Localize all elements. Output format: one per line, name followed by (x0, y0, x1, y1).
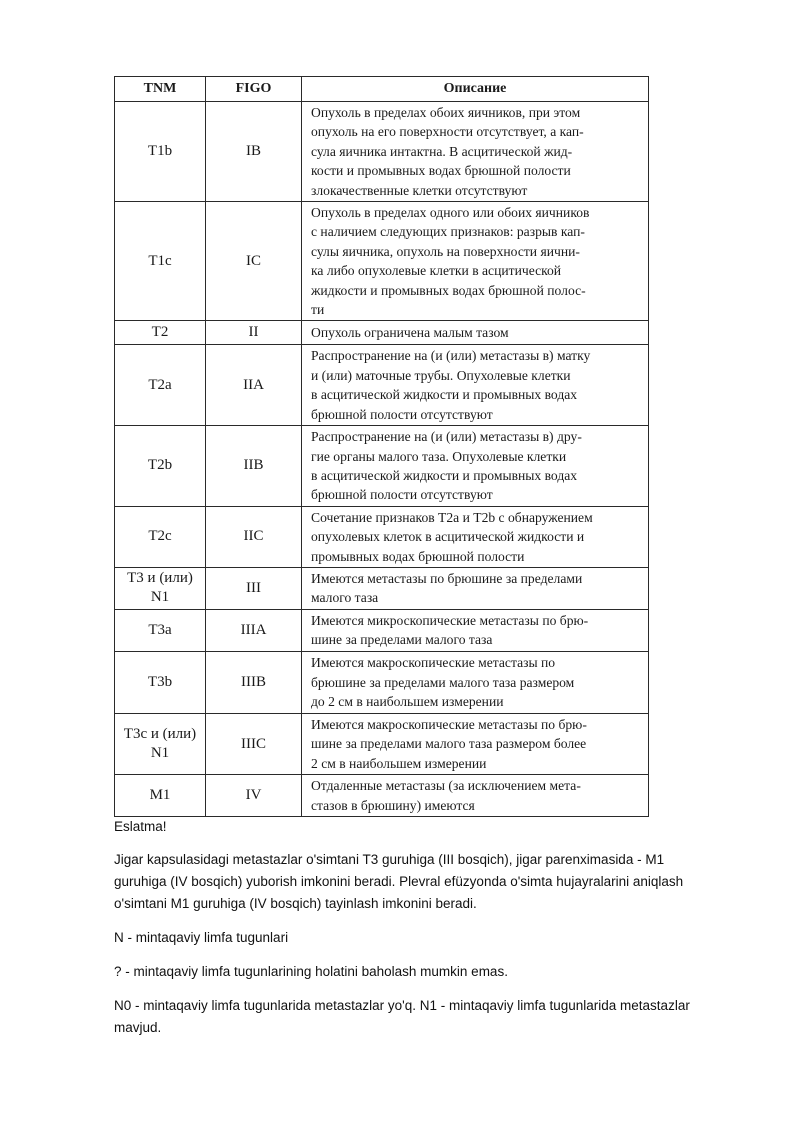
figo-cell: IIIA (206, 609, 302, 651)
description-cell: Опухоль в пределах одного или обоих яичников с наличием следующих признаков: разрыв кап- сулы яичника, опухоль на поверхности яични- ка либо опухолевые клетки в асцитической жидкости и промывных водах брюшной полос- ти (302, 202, 649, 321)
figo-cell: IIA (206, 345, 302, 426)
description-cell: Имеются макроскопические метастазы по брюшине за пределами малого таза размером до 2 см в наибольшем измерении (302, 651, 649, 713)
figo-cell: IC (206, 202, 302, 321)
notes-paragraph: Jigar kapsulasidagi metastazlar o'simtani T3 guruhiga (III bosqich), jigar parenximasida - M1 guruhiga (IV bosqich) yuborish imkonini beradi. Plevral efüzyonda o'simta hujayralarini aniqlash o'simtani M1 guruhiga (IV bosqich) tayinlash imkonini beradi. (114, 852, 684, 911)
header-description: Описание (302, 77, 649, 102)
table-row (115, 775, 649, 817)
description-cell: Опухоль ограничена малым тазом (302, 321, 649, 345)
tnm-cell: T3a (115, 609, 206, 651)
table-row (115, 506, 649, 567)
notes-paragraph: ? - mintaqaviy limfa tugunlarining holatini baholash mumkin emas. (114, 964, 508, 979)
tnm-cell: T2b (115, 426, 206, 507)
description-cell: Распространение на (и (или) метастазы в) дру- гие органы малого таза. Опухолевые клетки в асцитической жидкости и промывных водах брюшной полости отсутствуют (302, 426, 649, 507)
figo-cell: IIC (206, 506, 302, 567)
table-row (115, 426, 649, 507)
table-row (115, 651, 649, 713)
figo-cell: IIIC (206, 713, 302, 774)
description-cell: Имеются метастазы по брюшине за пределами малого таза (302, 567, 649, 609)
tnm-cell: T3 и (или) N1 (115, 567, 206, 609)
tnm-cell: T2a (115, 345, 206, 426)
tnm-cell: T3b (115, 651, 206, 713)
figo-cell: IIB (206, 426, 302, 507)
table-row (115, 609, 649, 651)
tnm-cell: T2 (115, 321, 206, 345)
tnm-cell: T1b (115, 102, 206, 202)
table-row (115, 713, 649, 774)
table-row (115, 202, 649, 321)
notes-section (114, 816, 714, 1051)
description-cell: Сочетание признаков T2a и T2b с обнаружением опухолевых клеток в асцитической жидкости и промывных водах брюшной полости (302, 506, 649, 567)
description-cell: Имеются макроскопические метастазы по брю- шине за пределами малого таза размером более 2 см в наибольшем измерении (302, 713, 649, 774)
header-tnm: TNM (115, 77, 206, 102)
figo-cell: III (206, 567, 302, 609)
description-cell: Отдаленные метастазы (за исключением мета- стазов в брюшину) имеются (302, 775, 649, 817)
description-cell: Имеются микроскопические метастазы по брю- шине за пределами малого таза (302, 609, 649, 651)
tnm-cell: M1 (115, 775, 206, 817)
tnm-cell: T2c (115, 506, 206, 567)
tnm-cell: T3c и (или) N1 (115, 713, 206, 774)
table-row (115, 345, 649, 426)
notes-paragraph: N - mintaqaviy limfa tugunlari (114, 930, 289, 945)
header-figo: FIGO (206, 77, 302, 102)
tnm-cell: T1c (115, 202, 206, 321)
figo-cell: IV (206, 775, 302, 817)
figo-cell: IIIB (206, 651, 302, 713)
figo-cell: IB (206, 102, 302, 202)
table-row (115, 102, 649, 202)
description-cell: Распространение на (и (или) метастазы в) матку и (или) маточные трубы. Опухолевые клетки в асцитической жидкости и промывных водах брюшной полости отсутствуют (302, 345, 649, 426)
figo-cell: II (206, 321, 302, 345)
notes-paragraph: N0 - mintaqaviy limfa tugunlarida metastazlar yo'q. N1 - mintaqaviy limfa tugunlarida metastazlar mavjud. (114, 998, 690, 1035)
table-row (115, 321, 649, 345)
table-header-row (115, 77, 649, 102)
notes-title: Eslatma! (114, 819, 167, 834)
description-cell: Опухоль в пределах обоих яичников, при этом опухоль на его поверхности отсутствует, а кап- сула яичника интактна. В асцитической жид- кости и промывных водах брюшной полости злокачественные клетки отсутствуют (302, 102, 649, 202)
table-row (115, 567, 649, 609)
staging-table (114, 76, 649, 817)
